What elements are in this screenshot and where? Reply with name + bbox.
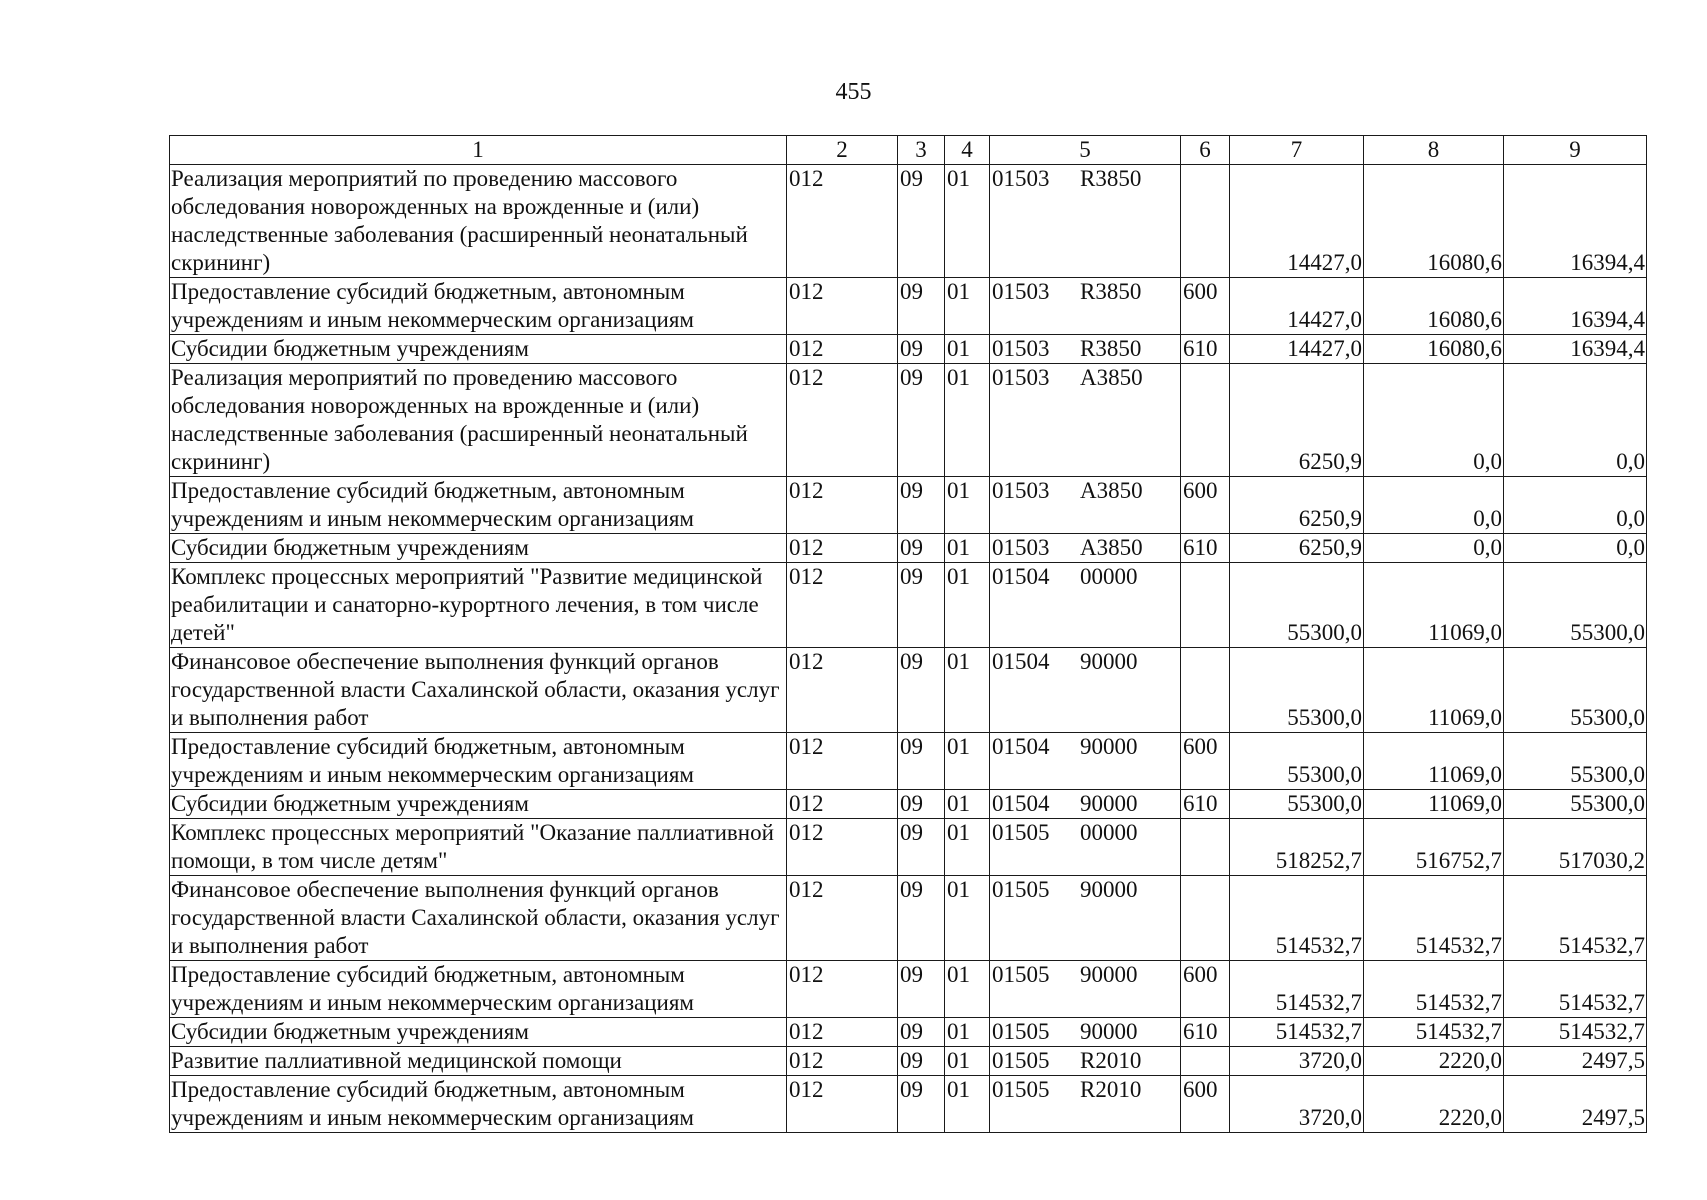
table-row xyxy=(170,165,1647,278)
table-row xyxy=(170,278,1647,335)
amount-column-9: 517030,2 xyxy=(1504,819,1647,876)
subsection-code: 01 xyxy=(945,961,990,1018)
target-program-code: 01504 xyxy=(992,734,1050,759)
amount-column-8: 0,0 xyxy=(1364,477,1504,534)
table-row xyxy=(170,364,1647,477)
section-code: 09 xyxy=(898,364,945,477)
subsection-code: 01 xyxy=(945,534,990,563)
amount-column-9: 55300,0 xyxy=(1504,563,1647,648)
amount-column-9: 55300,0 xyxy=(1504,790,1647,819)
target-program-code: 01503 xyxy=(992,478,1050,503)
row-name: Комплекс процессных мероприятий "Развитие медицинской реабилитации и санаторно-курортного лечения, в том числе детей" xyxy=(170,563,787,648)
amount-column-9: 0,0 xyxy=(1504,534,1647,563)
amount-column-7: 6250,9 xyxy=(1230,534,1364,563)
row-name: Субсидии бюджетным учреждениям xyxy=(170,1018,787,1047)
amount-column-9: 16394,4 xyxy=(1504,165,1647,278)
column-header: 6 xyxy=(1181,136,1230,165)
target-article-code xyxy=(990,1018,1181,1047)
column-header: 1 xyxy=(170,136,787,165)
ministry-code: 012 xyxy=(787,1047,898,1076)
expense-type-code xyxy=(1181,563,1230,648)
table-header-row xyxy=(170,136,1647,165)
column-header: 4 xyxy=(945,136,990,165)
row-name: Предоставление субсидий бюджетным, автономным учреждениям и иным некоммерческим организациям xyxy=(170,477,787,534)
amount-column-7: 3720,0 xyxy=(1230,1047,1364,1076)
amount-column-7: 3720,0 xyxy=(1230,1076,1364,1133)
amount-column-8: 11069,0 xyxy=(1364,648,1504,733)
amount-column-8: 514532,7 xyxy=(1364,1018,1504,1047)
target-article-code xyxy=(990,1047,1181,1076)
table-row xyxy=(170,819,1647,876)
target-direction-code: 90000 xyxy=(1080,734,1138,759)
table-row xyxy=(170,335,1647,364)
target-direction-code: 90000 xyxy=(1080,649,1138,674)
target-program-code: 01505 xyxy=(992,1019,1050,1044)
table-row xyxy=(170,1018,1647,1047)
amount-column-8: 2220,0 xyxy=(1364,1076,1504,1133)
table-row xyxy=(170,876,1647,961)
subsection-code: 01 xyxy=(945,335,990,364)
row-name: Предоставление субсидий бюджетным, автономным учреждениям и иным некоммерческим организациям xyxy=(170,733,787,790)
target-direction-code: А3850 xyxy=(1080,365,1143,390)
row-name: Предоставление субсидий бюджетным, автономным учреждениям и иным некоммерческим организациям xyxy=(170,278,787,335)
ministry-code: 012 xyxy=(787,477,898,534)
target-direction-code: А3850 xyxy=(1080,535,1143,560)
amount-column-7: 518252,7 xyxy=(1230,819,1364,876)
ministry-code: 012 xyxy=(787,961,898,1018)
target-article-code xyxy=(990,819,1181,876)
subsection-code: 01 xyxy=(945,733,990,790)
row-name: Предоставление субсидий бюджетным, автономным учреждениям и иным некоммерческим организациям xyxy=(170,1076,787,1133)
subsection-code: 01 xyxy=(945,1076,990,1133)
section-code: 09 xyxy=(898,477,945,534)
target-direction-code: 00000 xyxy=(1080,820,1138,845)
subsection-code: 01 xyxy=(945,876,990,961)
expense-type-code xyxy=(1181,876,1230,961)
amount-column-8: 516752,7 xyxy=(1364,819,1504,876)
amount-column-9: 514532,7 xyxy=(1504,876,1647,961)
ministry-code: 012 xyxy=(787,790,898,819)
target-program-code: 01505 xyxy=(992,962,1050,987)
column-header: 9 xyxy=(1504,136,1647,165)
table-row xyxy=(170,1047,1647,1076)
section-code: 09 xyxy=(898,1018,945,1047)
expense-type-code: 610 xyxy=(1181,335,1230,364)
amount-column-7: 55300,0 xyxy=(1230,648,1364,733)
section-code: 09 xyxy=(898,278,945,335)
target-direction-code: R3850 xyxy=(1080,336,1142,361)
expense-type-code: 610 xyxy=(1181,1018,1230,1047)
amount-column-7: 514532,7 xyxy=(1230,961,1364,1018)
ministry-code: 012 xyxy=(787,278,898,335)
amount-column-7: 55300,0 xyxy=(1230,563,1364,648)
ministry-code: 012 xyxy=(787,1018,898,1047)
table-row xyxy=(170,534,1647,563)
ministry-code: 012 xyxy=(787,563,898,648)
ministry-code: 012 xyxy=(787,876,898,961)
amount-column-7: 514532,7 xyxy=(1230,1018,1364,1047)
section-code: 09 xyxy=(898,165,945,278)
amount-column-8: 0,0 xyxy=(1364,364,1504,477)
amount-column-9: 55300,0 xyxy=(1504,733,1647,790)
section-code: 09 xyxy=(898,876,945,961)
target-direction-code: 00000 xyxy=(1080,564,1138,589)
amount-column-7: 6250,9 xyxy=(1230,477,1364,534)
target-program-code: 01504 xyxy=(992,791,1050,816)
amount-column-8: 16080,6 xyxy=(1364,165,1504,278)
expense-type-code: 600 xyxy=(1181,278,1230,335)
section-code: 09 xyxy=(898,733,945,790)
subsection-code: 01 xyxy=(945,819,990,876)
amount-column-8: 16080,6 xyxy=(1364,278,1504,335)
subsection-code: 01 xyxy=(945,648,990,733)
amount-column-7: 6250,9 xyxy=(1230,364,1364,477)
section-code: 09 xyxy=(898,819,945,876)
target-article-code xyxy=(990,534,1181,563)
row-name: Развитие паллиативной медицинской помощи xyxy=(170,1047,787,1076)
table-row xyxy=(170,563,1647,648)
subsection-code: 01 xyxy=(945,477,990,534)
row-name: Субсидии бюджетным учреждениям xyxy=(170,335,787,364)
row-name: Финансовое обеспечение выполнения функций органов государственной власти Сахалинской области, оказания услуг и выполнения работ xyxy=(170,648,787,733)
subsection-code: 01 xyxy=(945,278,990,335)
target-article-code xyxy=(990,364,1181,477)
expense-type-code xyxy=(1181,648,1230,733)
target-article-code xyxy=(990,961,1181,1018)
target-article-code xyxy=(990,790,1181,819)
amount-column-9: 16394,4 xyxy=(1504,278,1647,335)
target-direction-code: R2010 xyxy=(1080,1048,1142,1073)
amount-column-8: 0,0 xyxy=(1364,534,1504,563)
target-program-code: 01505 xyxy=(992,820,1050,845)
row-name: Комплекс процессных мероприятий "Оказание паллиативной помощи, в том числе детям" xyxy=(170,819,787,876)
ministry-code: 012 xyxy=(787,1076,898,1133)
amount-column-8: 514532,7 xyxy=(1364,876,1504,961)
target-direction-code: 90000 xyxy=(1080,962,1138,987)
expense-type-code xyxy=(1181,364,1230,477)
target-program-code: 01503 xyxy=(992,365,1050,390)
column-header: 2 xyxy=(787,136,898,165)
amount-column-8: 11069,0 xyxy=(1364,733,1504,790)
amount-column-9: 16394,4 xyxy=(1504,335,1647,364)
section-code: 09 xyxy=(898,1047,945,1076)
table-body xyxy=(170,165,1647,1133)
target-article-code xyxy=(990,1076,1181,1133)
subsection-code: 01 xyxy=(945,165,990,278)
column-header: 8 xyxy=(1364,136,1504,165)
expense-type-code: 600 xyxy=(1181,477,1230,534)
target-program-code: 01504 xyxy=(992,564,1050,589)
amount-column-7: 14427,0 xyxy=(1230,165,1364,278)
amount-column-8: 11069,0 xyxy=(1364,790,1504,819)
subsection-code: 01 xyxy=(945,364,990,477)
expense-type-code xyxy=(1181,819,1230,876)
target-direction-code: R2010 xyxy=(1080,1077,1142,1102)
target-article-code xyxy=(990,648,1181,733)
amount-column-9: 2497,5 xyxy=(1504,1076,1647,1133)
row-name: Субсидии бюджетным учреждениям xyxy=(170,790,787,819)
section-code: 09 xyxy=(898,790,945,819)
row-name: Реализация мероприятий по проведению массового обследования новорожденных на врожденные и (или) наследственные заболевания (расширенный неонатальный скрининг) xyxy=(170,364,787,477)
amount-column-7: 14427,0 xyxy=(1230,278,1364,335)
column-header: 3 xyxy=(898,136,945,165)
target-article-code xyxy=(990,876,1181,961)
target-program-code: 01503 xyxy=(992,535,1050,560)
target-program-code: 01505 xyxy=(992,1048,1050,1073)
ministry-code: 012 xyxy=(787,364,898,477)
row-name: Реализация мероприятий по проведению массового обследования новорожденных на врожденные и (или) наследственные заболевания (расширенный неонатальный скрининг) xyxy=(170,165,787,278)
amount-column-8: 11069,0 xyxy=(1364,563,1504,648)
target-direction-code: 90000 xyxy=(1080,877,1138,902)
target-program-code: 01503 xyxy=(992,279,1050,304)
target-article-code xyxy=(990,733,1181,790)
target-program-code: 01505 xyxy=(992,1077,1050,1102)
ministry-code: 012 xyxy=(787,819,898,876)
section-code: 09 xyxy=(898,534,945,563)
amount-column-7: 514532,7 xyxy=(1230,876,1364,961)
row-name: Финансовое обеспечение выполнения функций органов государственной власти Сахалинской области, оказания услуг и выполнения работ xyxy=(170,876,787,961)
amount-column-9: 514532,7 xyxy=(1504,961,1647,1018)
expense-type-code xyxy=(1181,1047,1230,1076)
amount-column-9: 514532,7 xyxy=(1504,1018,1647,1047)
ministry-code: 012 xyxy=(787,733,898,790)
expense-type-code: 600 xyxy=(1181,733,1230,790)
target-article-code xyxy=(990,165,1181,278)
target-direction-code: R3850 xyxy=(1080,279,1142,304)
target-program-code: 01503 xyxy=(992,336,1050,361)
section-code: 09 xyxy=(898,563,945,648)
subsection-code: 01 xyxy=(945,790,990,819)
amount-column-8: 2220,0 xyxy=(1364,1047,1504,1076)
table-row xyxy=(170,961,1647,1018)
table-row xyxy=(170,1076,1647,1133)
section-code: 09 xyxy=(898,961,945,1018)
amount-column-7: 14427,0 xyxy=(1230,335,1364,364)
amount-column-9: 0,0 xyxy=(1504,477,1647,534)
amount-column-9: 2497,5 xyxy=(1504,1047,1647,1076)
table-row xyxy=(170,790,1647,819)
target-program-code: 01503 xyxy=(992,166,1050,191)
page-number: 455 xyxy=(835,79,872,105)
row-name: Субсидии бюджетным учреждениям xyxy=(170,534,787,563)
target-direction-code: А3850 xyxy=(1080,478,1143,503)
subsection-code: 01 xyxy=(945,1018,990,1047)
target-direction-code: R3850 xyxy=(1080,166,1142,191)
expense-type-code: 610 xyxy=(1181,790,1230,819)
table-row xyxy=(170,648,1647,733)
expense-type-code xyxy=(1181,165,1230,278)
ministry-code: 012 xyxy=(787,165,898,278)
target-direction-code: 90000 xyxy=(1080,1019,1138,1044)
ministry-code: 012 xyxy=(787,335,898,364)
amount-column-9: 55300,0 xyxy=(1504,648,1647,733)
table-row xyxy=(170,733,1647,790)
section-code: 09 xyxy=(898,648,945,733)
amount-column-8: 16080,6 xyxy=(1364,335,1504,364)
ministry-code: 012 xyxy=(787,648,898,733)
amount-column-7: 55300,0 xyxy=(1230,790,1364,819)
subsection-code: 01 xyxy=(945,1047,990,1076)
target-article-code xyxy=(990,477,1181,534)
column-header: 5 xyxy=(990,136,1181,165)
row-name: Предоставление субсидий бюджетным, автономным учреждениям и иным некоммерческим организациям xyxy=(170,961,787,1018)
table-row xyxy=(170,477,1647,534)
target-article-code xyxy=(990,335,1181,364)
section-code: 09 xyxy=(898,335,945,364)
target-program-code: 01504 xyxy=(992,649,1050,674)
amount-column-9: 0,0 xyxy=(1504,364,1647,477)
column-header: 7 xyxy=(1230,136,1364,165)
expense-type-code: 600 xyxy=(1181,1076,1230,1133)
expense-type-code: 600 xyxy=(1181,961,1230,1018)
target-program-code: 01505 xyxy=(992,877,1050,902)
amount-column-7: 55300,0 xyxy=(1230,733,1364,790)
section-code: 09 xyxy=(898,1076,945,1133)
target-article-code xyxy=(990,563,1181,648)
expense-type-code: 610 xyxy=(1181,534,1230,563)
subsection-code: 01 xyxy=(945,563,990,648)
budget-table xyxy=(169,135,1647,1133)
ministry-code: 012 xyxy=(787,534,898,563)
amount-column-8: 514532,7 xyxy=(1364,961,1504,1018)
target-article-code xyxy=(990,278,1181,335)
target-direction-code: 90000 xyxy=(1080,791,1138,816)
